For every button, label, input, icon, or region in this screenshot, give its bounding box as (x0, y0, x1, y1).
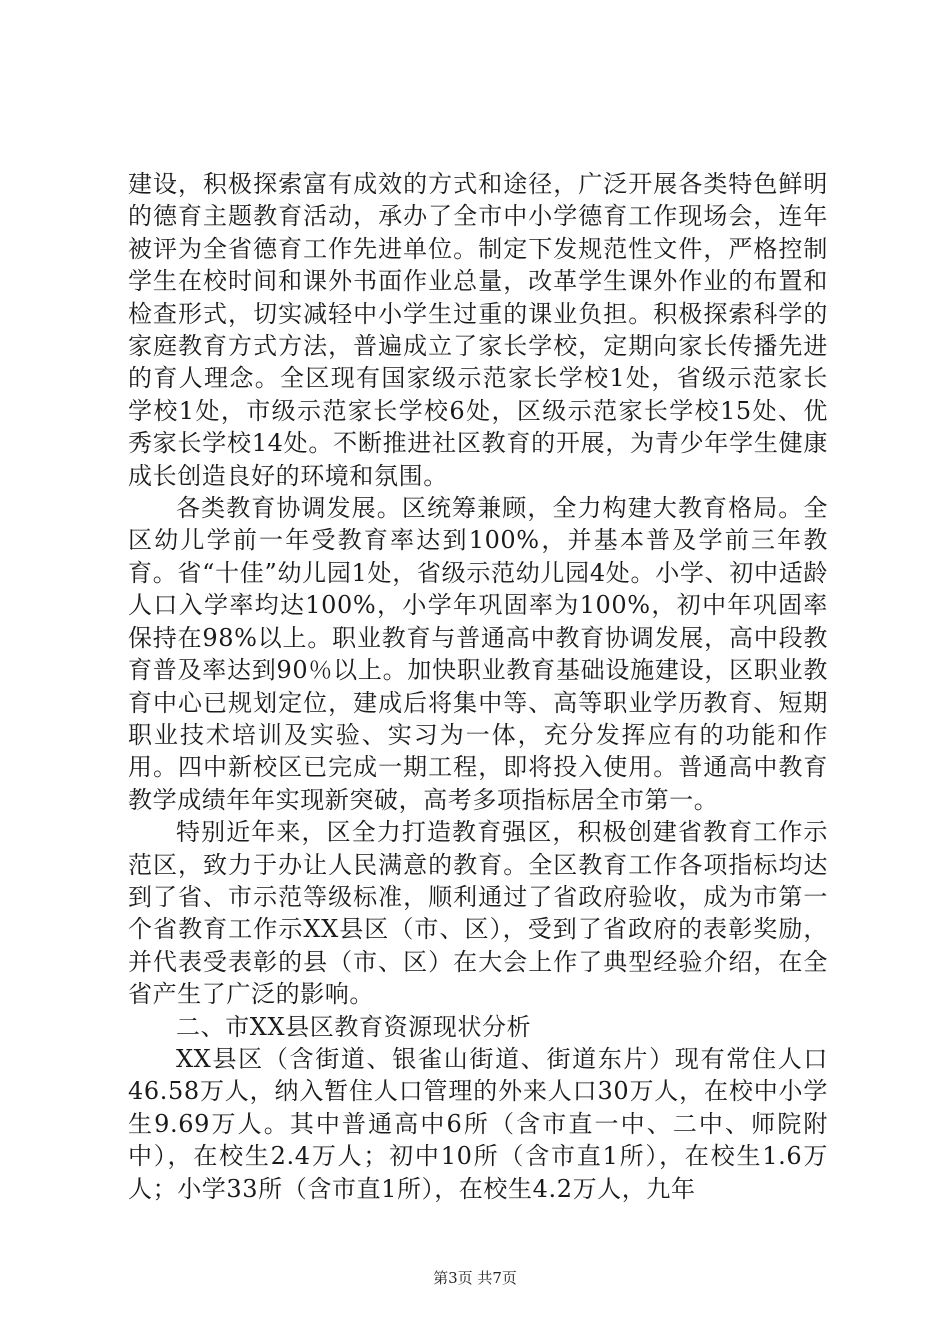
page-number-footer: 第3页 共7页 (433, 1269, 517, 1287)
paragraph-population-statistics: XX县区（含街道、银雀山街道、街道东片）现有常住人口46.58万人，纳入暂住人口管理的外来人口30万人，在校中小学生9.69万人。其中普通高中6所（含市直一中、二中、师院附中），在校生2.4万人；初中10所（含市直1所），在校生1.6万人；小学33所（含市直1所），在校生4.2万人，九年 (128, 1044, 828, 1203)
paragraph-moral-education-continued: 建设，积极探索富有成效的方式和途径，广泛开展各类特色鲜明的德育主题教育活动，承办了全市中小学德育工作现场会，连年被评为全省德育工作先进单位。制定下发规范性文件，严格控制学生在校时间和课外书面作业总量，改革学生课外作业的布置和检查形式，切实减轻中小学生过重的课业负担。积极探索科学的家庭教育方式方法，普遍成立了家长学校，定期向家长传播先进的育人理念。全区现有国家级示范家长学校1处，省级示范家长学校1处，市级示范家长学校6处，区级示范家长学校15处、优秀家长学校14处。不断推进社区教育的开展，为青少年学生健康成长创造良好的环境和氛围。 (128, 170, 828, 490)
section-heading-resource-analysis: 二、市XX县区教育资源现状分析 (176, 1012, 532, 1041)
paragraph-coordinated-development: 各类教育协调发展。区统筹兼顾，全力构建大教育格局。全区幼儿学前一年受教育率达到100%，并基本普及学前三年教育。省“十佳”幼儿园1处，省级示范幼儿园4处。小学、初中适龄人口入学率均达100%，小学年巩固率为100%，初中年巩固率保持在98%以上。职业教育与普通高中教育协调发展，高中段教育普及率达到90％以上。加快职业教育基础设施建设，区职业教育中心已规划定位，建成后将集中等、高等职业学历教育、短期职业技术培训及实验、实习为一体，充分发挥应有的功能和作用。四中新校区已完成一期工程，即将投入使用。普通高中教育教学成绩年年实现新突破，高考多项指标居全市第一。 (128, 494, 828, 814)
document-body (128, 168, 828, 1205)
paragraph-education-strong-district: 特别近年来，区全力打造教育强区，积极创建省教育工作示范区，致力于办让人民满意的教育。全区教育工作各项指标均达到了省、市示范等级标准，顺利通过了省政府验收，成为市第一个省教育工作示XX县区（市、区），受到了省政府的表彰奖励，并代表受表彰的县（市、区）在大会上作了典型经验介绍，在全省产生了广泛的影响。 (128, 818, 828, 1009)
